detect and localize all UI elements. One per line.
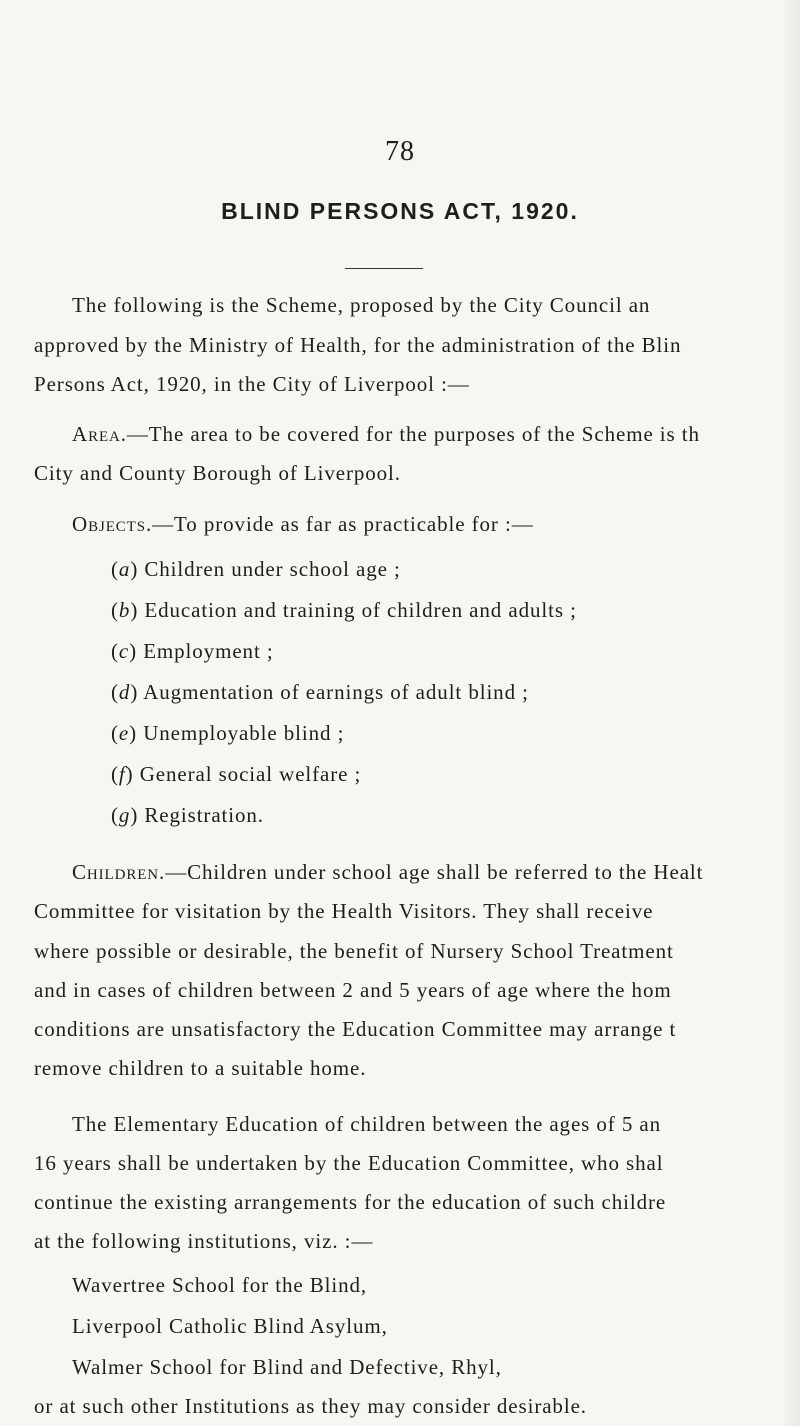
intro-line: Persons Act, 1920, in the City of Liverpool :— — [34, 372, 470, 396]
institution-list-item: Wavertree School for the Blind, — [72, 1273, 368, 1297]
area-text: —The area to be covered for the purposes of the Scheme is th — [126, 422, 700, 446]
objects-list-item: (g) Registration. — [111, 803, 264, 827]
area-paragraph-line: City and County Borough of Liverpool. — [34, 461, 401, 485]
elementary-paragraph-line: The Elementary Education of children between the ages of 5 an — [72, 1112, 662, 1136]
objects-list-item: (b) Education and training of children and adults ; — [111, 598, 577, 622]
title-divider — [345, 268, 423, 269]
objects-item-label: g — [118, 803, 131, 827]
objects-list-item: (d) Augmentation of earnings of adult blind ; — [111, 680, 529, 704]
intro-line: The following is the Scheme, proposed by the City Council an — [72, 293, 651, 317]
objects-item-text: Employment ; — [143, 639, 274, 663]
objects-item-label: e — [118, 721, 130, 745]
objects-item-text: Children under school age ; — [144, 557, 401, 581]
area-paragraph-line — [72, 422, 700, 447]
objects-item-text: Registration. — [144, 803, 264, 827]
children-paragraph-line: remove children to a suitable home. — [34, 1056, 367, 1080]
objects-item-text: Augmentation of earnings of adult blind ; — [143, 680, 529, 704]
objects-intro: —To provide as far as practicable for :— — [152, 512, 534, 536]
children-paragraph-line: and in cases of children between 2 and 5 years of age where the hom — [34, 978, 672, 1002]
children-paragraph-line: where possible or desirable, the benefit of Nursery School Treatment — [34, 939, 674, 963]
institution-list-item: Walmer School for Blind and Defective, Rhyl, — [72, 1355, 502, 1379]
objects-item-label: d — [118, 680, 131, 704]
elementary-paragraph-line: 16 years shall be undertaken by the Education Committee, who shal — [34, 1151, 664, 1175]
closing-line: or at such other Institutions as they may consider desirable. — [34, 1394, 587, 1418]
objects-item-text: Education and training of children and adults ; — [144, 598, 577, 622]
objects-item-label: b — [118, 598, 131, 622]
objects-list-item: (c) Employment ; — [111, 639, 274, 663]
children-paragraph-line: Committee for visitation by the Health Visitors. They shall receive — [34, 899, 654, 923]
area-heading: Area. — [72, 422, 127, 446]
objects-list-item: (e) Unemployable blind ; — [111, 721, 345, 745]
children-text: —Children under school age shall be referred to the Healt — [165, 860, 704, 884]
children-paragraph-line: conditions are unsatisfactory the Education Committee may arrange t — [34, 1017, 677, 1041]
objects-item-label: c — [118, 639, 130, 663]
intro-line: approved by the Ministry of Health, for the administration of the Blin — [34, 333, 682, 357]
children-paragraph-line — [72, 860, 703, 885]
objects-item-text: General social welfare ; — [139, 762, 362, 786]
objects-item-label: f — [118, 762, 126, 786]
page-title: BLIND PERSONS ACT, 1920. — [221, 198, 579, 224]
page-number: 78 — [385, 136, 415, 167]
objects-list-item: (a) Children under school age ; — [111, 557, 401, 581]
objects-list-item: (f) General social welfare ; — [111, 762, 362, 786]
children-heading: Children. — [72, 860, 166, 884]
objects-item-label: a — [118, 557, 131, 581]
objects-item-text: Unemployable blind ; — [143, 721, 345, 745]
objects-heading: Objects. — [72, 512, 153, 536]
objects-paragraph-line — [72, 512, 534, 537]
elementary-paragraph-line: at the following institutions, viz. :— — [34, 1229, 374, 1253]
elementary-paragraph-line: continue the existing arrangements for the education of such childre — [34, 1190, 667, 1214]
institution-list-item: Liverpool Catholic Blind Asylum, — [72, 1314, 388, 1338]
